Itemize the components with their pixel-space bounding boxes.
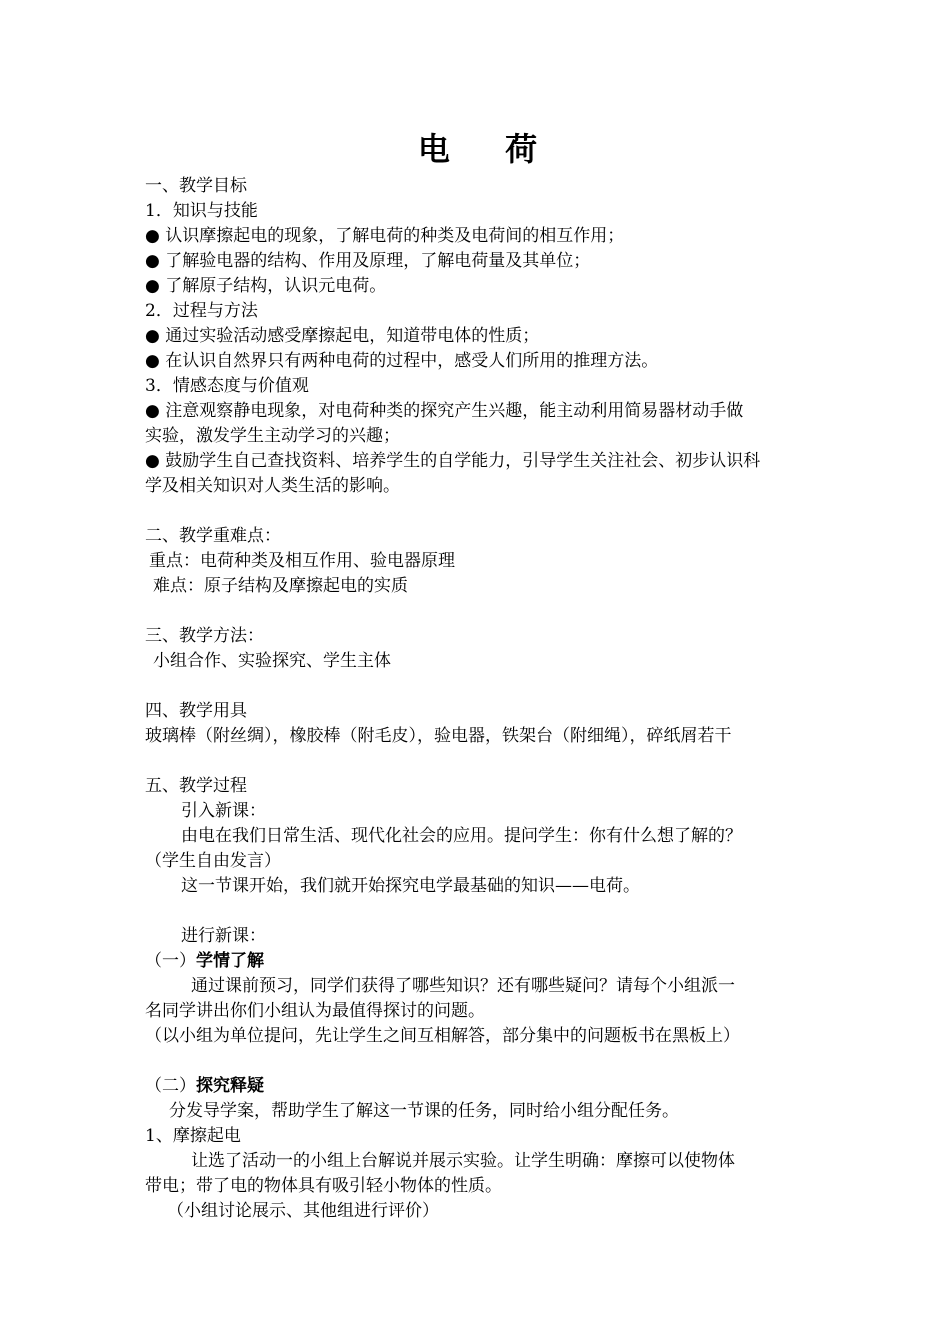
blank-line: [145, 1049, 810, 1074]
item-heading-friction: 1、摩擦起电: [145, 1126, 241, 1146]
bullet-item: ● 在认识自然界只有两种电荷的过程中，感受人们所用的推理方法。: [145, 351, 659, 371]
key-point-text: 重点：电荷种类及相互作用、验电器原理: [149, 551, 455, 571]
paragraph-line: 让选了活动一的小组上台解说并展示实验。让学生明确：摩擦可以使物体: [191, 1151, 735, 1171]
blank-line: [145, 674, 810, 699]
document-title: 电 荷: [417, 130, 560, 168]
paragraph-line: 通过课前预习，同学们获得了哪些知识？还有哪些疑问？请每个小组派一: [191, 976, 735, 996]
difficult-point-text: 难点：原子结构及摩擦起电的实质: [153, 576, 408, 596]
blank-line: [145, 499, 810, 524]
paragraph-line: 名同学讲出你们小组认为最值得探讨的问题。: [145, 1001, 485, 1021]
bullet-item-continuation: 学及相关知识对人类生活的影响。: [145, 476, 400, 496]
paragraph-line: （小组讨论展示、其他组进行评价）: [167, 1201, 439, 1221]
part-heading-inquiry: [145, 1074, 810, 1099]
intro-label: 引入新课：: [181, 801, 266, 821]
bullet-item: ● 注意观察静电现象，对电荷种类的探究产生兴趣，能主动利用简易器材动手做: [145, 401, 744, 421]
paragraph-line: 这一节课开始，我们就开始探究电学最基础的知识——电荷。: [181, 876, 640, 896]
bullet-item-continuation: 实验，激发学生主动学习的兴趣；: [145, 426, 400, 446]
bullet-item: ● 鼓励学生自己查找资料、培养学生的自学能力，引导学生关注社会、初步认识科: [145, 451, 761, 471]
bullet-item: ● 通过实验活动感受摩擦起电，知道带电体的性质；: [145, 326, 540, 346]
blank-line: [145, 749, 810, 774]
part-prefix: （二）: [145, 1076, 196, 1096]
paragraph-line: （以小组为单位提问，先让学生之间互相解答，部分集中的问题板书在黑板上）: [145, 1026, 740, 1046]
document-page: [145, 124, 810, 1224]
part-heading-situation: [145, 949, 810, 974]
bullet-item: ● 了解验电器的结构、作用及原理，了解电荷量及其单位；: [145, 251, 591, 271]
paragraph-line: 由电在我们日常生活、现代化社会的应用。提问学生：你有什么想了解的？: [181, 826, 742, 846]
part-title: 探究释疑: [196, 1076, 264, 1096]
subheading-process-method: 2．过程与方法: [145, 301, 258, 321]
blank-line: [145, 899, 810, 924]
section-heading-process: 五、教学过程: [145, 776, 247, 796]
tools-text: 玻璃棒（附丝绸），橡胶棒（附毛皮），验电器，铁架台（附细绳），碎纸屑若干: [145, 726, 732, 746]
section-heading-objectives: 一、教学目标: [145, 176, 247, 196]
bullet-item: ● 认识摩擦起电的现象，了解电荷的种类及电荷间的相互作用；: [145, 226, 625, 246]
paragraph-line: 分发导学案，帮助学生了解这一节课的任务，同时给小组分配任务。: [169, 1101, 679, 1121]
section-heading-key-points: 二、教学重难点：: [145, 526, 281, 546]
paragraph-line: （学生自由发言）: [145, 851, 281, 871]
bullet-item: ● 了解原子结构，认识元电荷。: [145, 276, 387, 296]
subheading-attitude-values: 3．情感态度与价值观: [145, 376, 309, 396]
new-lesson-label: 进行新课：: [181, 926, 266, 946]
blank-line: [145, 599, 810, 624]
part-title: 学情了解: [196, 951, 264, 971]
section-heading-methods: 三、教学方法：: [145, 626, 264, 646]
section-heading-tools: 四、教学用具: [145, 701, 247, 721]
subheading-knowledge-skills: 1．知识与技能: [145, 201, 258, 221]
methods-text: 小组合作、实验探究、学生主体: [153, 651, 391, 671]
part-prefix: （一）: [145, 951, 196, 971]
paragraph-line: 带电；带了电的物体具有吸引轻小物体的性质。: [145, 1176, 502, 1196]
